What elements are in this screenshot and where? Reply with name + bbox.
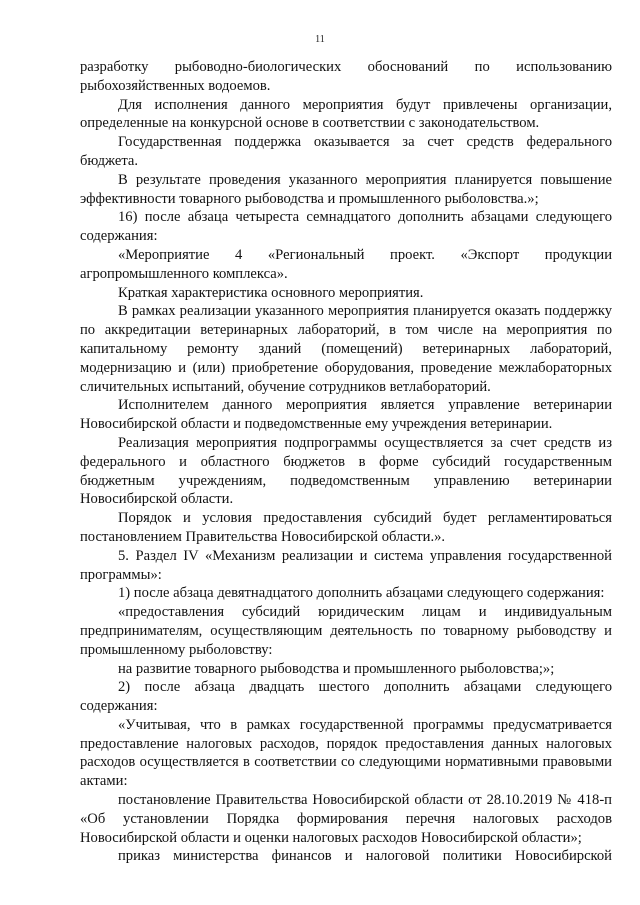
- paragraph: 5. Раздел IV «Механизм реализации и система управления государственной программы»:: [80, 547, 612, 583]
- paragraph: Краткая характеристика основного мероприятия.: [118, 284, 424, 301]
- paragraph: «Мероприятие 4 «Региональный проект. «Экспорт продукции агропромышленного комплекса».: [80, 246, 612, 282]
- paragraph: на развитие товарного рыбоводства и промышленного рыболовства;»;: [118, 660, 555, 677]
- paragraph: 2) после абзаца двадцать шестого дополнить абзацами следующего содержания:: [80, 679, 612, 715]
- paragraph: В рамках реализации указанного мероприятия планируется оказать поддержку по аккредитации ветеринарных лабораторий, в том числе на мероприятия по капитальному ремонту зданий (помещений) ветеринарных лабораторий, модернизацию и (или) приобретение оборудования, проведение межлабораторных сличительных испытаний, обучение сотрудников ветлабораторий.: [80, 303, 612, 395]
- paragraph: 16) после абзаца четыреста семнадцатого дополнить абзацами следующего содержания:: [80, 209, 612, 245]
- paragraph: В результате проведения указанного мероприятия планируется повышение эффективности товарного рыбоводства и промышленного рыболовства.»;: [80, 171, 612, 207]
- paragraph: Исполнителем данного мероприятия является управление ветеринарии Новосибирской области и подведомственные ему учреждения ветеринарии.: [80, 397, 612, 433]
- paragraph: разработку рыбоводно-биологических обоснований по использованию рыбохозяйственных водоемов.: [80, 59, 612, 94]
- paragraph: Для исполнения данного мероприятия будут привлечены организации, определенные на конкурсной основе в соответствии с законодательством.: [80, 96, 612, 132]
- paragraph: «предоставления субсидий юридическим лицам и индивидуальным предпринимателям, осуществляющим деятельность по товарному рыбоводству и промышленному рыболовству:: [80, 604, 612, 658]
- page-number: 11: [315, 34, 325, 45]
- paragraph: 1) после абзаца девятнадцатого дополнить абзацами следующего содержания:: [118, 585, 605, 602]
- paragraph: приказ министерства финансов и налоговой политики Новосибирской: [118, 848, 612, 865]
- paragraph: Государственная поддержка оказывается за счет средств федерального бюджета.: [80, 134, 612, 169]
- paragraph: «Учитывая, что в рамках государственной программы предусматривается предоставление налоговых расходов, порядок предоставления данных налоговых расходов осуществляется в соответствии со следующими нормативными правовыми актами:: [80, 716, 612, 790]
- paragraph: Порядок и условия предоставления субсидий будет регламентироваться постановлением Правительства Новосибирской области.».: [80, 510, 612, 545]
- document-body: [80, 58, 612, 866]
- paragraph: постановление Правительства Новосибирской области от 28.10.2019 № 418-п «Об установлении Порядка формирования перечня налоговых расходов Новосибирской области и оценки налоговых расходов Новосибирской области»;: [80, 792, 612, 846]
- paragraph: Реализация мероприятия подпрограммы осуществляется за счет средств из федерального и областного бюджетов в форме субсидий государственным бюджетным учреждениям, подведомственным управлению ветеринарии Новосибирской области.: [80, 434, 612, 508]
